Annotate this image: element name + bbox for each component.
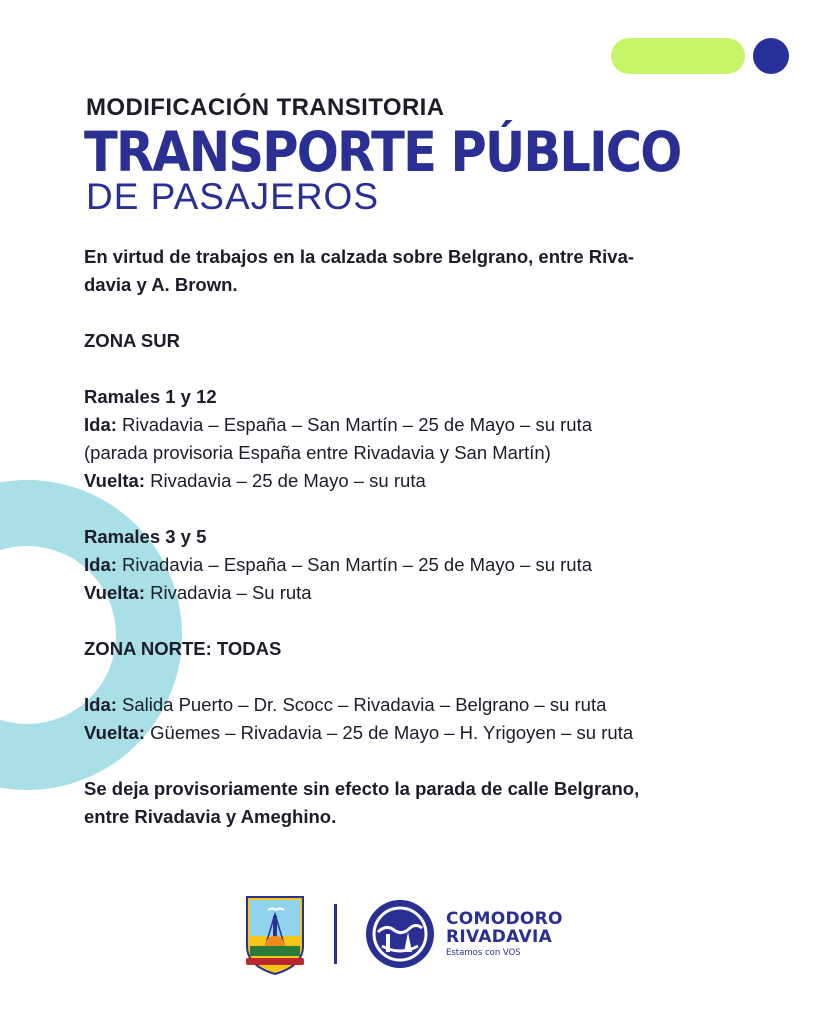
logo-divider: [334, 904, 337, 964]
zona-norte-ida: [84, 691, 744, 719]
closing-line-2: entre Rivadavia y Ameghino.: [84, 806, 337, 827]
notice-body: [84, 243, 744, 831]
vuelta-label: Vuelta:: [84, 722, 145, 743]
brand-wordmark: [446, 910, 563, 959]
vuelta-route: Rivadavia – 25 de Mayo – su ruta: [145, 470, 426, 491]
ida-route: Rivadavia – España – San Martín – 25 de Mayo – su ruta: [116, 414, 593, 435]
header-title: TRANSPORTE PÚBLICO: [84, 120, 681, 184]
header-subtitle: MODIFICACIÓN TRANSITORIA: [86, 94, 445, 121]
brand-line-1: COMODORO: [446, 909, 563, 929]
closing-line-1: Se deja provisoriamente sin efecto la parada de calle Belgrano,: [84, 778, 640, 799]
intro-line-1: En virtud de trabajos en la calzada sobre Belgrano, entre Riva-: [84, 246, 635, 267]
ramal-a-title: Ramales 1 y 12: [84, 386, 217, 407]
ida-label: Ida:: [84, 414, 117, 435]
vuelta-label: Vuelta:: [84, 582, 145, 603]
header-tagline: DE PASAJEROS: [86, 176, 380, 217]
ida-label: Ida:: [84, 694, 117, 715]
vuelta-label: Vuelta:: [84, 470, 145, 491]
ramal-a-note: (parada provisoria España entre Rivadavia y San Martín): [84, 442, 551, 463]
zona-norte-vuelta: [84, 719, 744, 747]
ramal-a-vuelta: [84, 467, 744, 495]
zona-sur-title: ZONA SUR: [84, 330, 180, 351]
ida-label: Ida:: [84, 554, 117, 575]
brand-line-2: RIVADAVIA: [446, 927, 553, 947]
footer-logos: [0, 888, 819, 988]
ramal-a-ida: [84, 411, 744, 439]
ida-route: Salida Puerto – Dr. Scocc – Rivadavia – Belgrano – su ruta: [116, 694, 607, 715]
ida-route: Rivadavia – España – San Martín – 25 de Mayo – su ruta: [116, 554, 593, 575]
municipal-shield-icon: [244, 894, 306, 978]
zona-norte-title: ZONA NORTE: TODAS: [84, 638, 282, 659]
intro-line-2: davia y A. Brown.: [84, 274, 238, 295]
ramal-b-vuelta: [84, 579, 744, 607]
ramal-b-title: Ramales 3 y 5: [84, 526, 207, 547]
vuelta-route: Rivadavia – Su ruta: [145, 582, 312, 603]
ramal-b-ida: [84, 551, 744, 579]
vuelta-route: Güemes – Rivadavia – 25 de Mayo – H. Yrigoyen – su ruta: [145, 722, 634, 743]
brand-tagline: Estamos con VOS: [446, 948, 521, 958]
decorative-navy-dot: [753, 38, 789, 74]
decorative-lime-pill: [611, 38, 745, 74]
comodoro-logo-icon: [364, 898, 436, 970]
